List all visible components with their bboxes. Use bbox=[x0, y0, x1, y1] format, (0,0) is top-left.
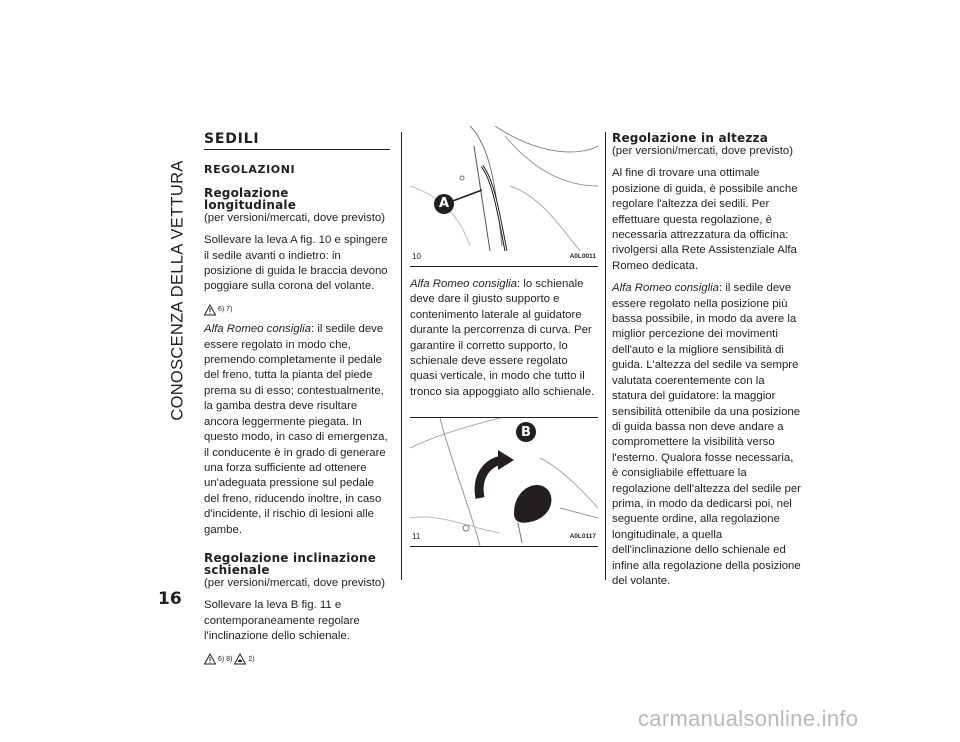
section-note: (per versioni/mercati, dove previsto) bbox=[612, 145, 794, 157]
section-side-title bbox=[158, 140, 198, 440]
figure-11 bbox=[410, 418, 598, 547]
figure-number: 11 bbox=[412, 531, 421, 541]
paragraph: Alfa Romeo consiglia: il sedile deve essere regolato nella posizione più bassa possibile, in modo da avere la miglior percezione dei movimenti dell'auto e la migliore sensibilità di guida. L'altezza del sedile va sempre valutata coerentemente con la statura del guidatore: la maggior sensibilità ottenibile da una posizione di guida bassa non deve andare a compromettere la visibilità verso l'esterno. Qualora fosse necessaria, è consigliabile effettuare la regolazione dell'altezza del sedile per prima, in modo da dedicarsi poi, nel seguente ordine, alla regolazione longitudinale, a quella dell'inclinazione dello schienale ed infine alla regolazione della posizione del volante. bbox=[612, 282, 801, 587]
paragraph: Sollevare la leva B fig. 11 e contemporaneamente regolare l'inclinazione dello schienale. bbox=[204, 599, 360, 643]
subheading: REGOLAZIONI bbox=[204, 163, 296, 177]
section-note: (per versioni/mercati, dove previsto) bbox=[204, 211, 386, 224]
figure-number: 10 bbox=[412, 251, 421, 261]
watermark: carmanualsonline.info bbox=[638, 706, 859, 731]
warning-ref: 6) 8) 2) bbox=[204, 652, 392, 667]
figure-10 bbox=[410, 126, 598, 267]
chapter-heading: SEDILI bbox=[204, 132, 390, 150]
seat-lever-b-illustration bbox=[410, 418, 598, 546]
section-title-height: Regolazione in altezza bbox=[612, 131, 769, 145]
paragraph: Alfa Romeo consiglia: lo schienale deve dare il giusto supporto e contenimento laterale al guidatore durante la percorrenza di curva. Per garantire il corretto supporto, lo schienale deve essere regolato quasi verticale, in modo che tutto il tronco sia appoggiato allo schienale. bbox=[410, 278, 595, 398]
paragraph: Alfa Romeo consiglia: il sedile deve essere regolato in modo che, premendo completamente il pedale del freno, tutta la pianta del piede prema su di esso; contestualmente, la gamba destra deve risultare ancora leggermente piegata. In questo modo, in caso di emergenza, il conducente è in grado di generare una forza sufficiente ad ottenere un'adeguata pressione sul pedale del freno, riducendo inoltre, in caso d'incidente, il rischio di lesioni alle gambe. bbox=[204, 323, 388, 536]
section-title-longitudinal: Regolazione longitudinale bbox=[204, 185, 297, 212]
environment-icon bbox=[234, 653, 246, 665]
column-3 bbox=[612, 128, 802, 596]
callout-b: B bbox=[516, 422, 536, 442]
column-1 bbox=[204, 126, 392, 672]
column-divider bbox=[401, 132, 402, 580]
column-2 bbox=[410, 126, 598, 547]
section-note: (per versioni/mercati, dove previsto) bbox=[204, 576, 386, 589]
figure-code: A0L0117 bbox=[569, 532, 596, 540]
side-title-text: CONOSCENZA DELLA VETTURA bbox=[168, 159, 187, 421]
section-title-backrest: Regolazione inclinazione schienale bbox=[204, 550, 377, 577]
callout-a: A bbox=[434, 194, 454, 214]
figure-code: A0L0011 bbox=[569, 252, 596, 260]
column-divider bbox=[605, 132, 606, 580]
warning-ref: 6) 7) bbox=[204, 302, 392, 317]
warning-triangle-icon bbox=[204, 304, 216, 316]
paragraph: Al fine di trovare una ottimale posizione di guida, è possibile anche regolare l'altezza dei sedili. Per effettuare questa regolazione, è necessaria attrezzatura da officina: rivolgersi alla Rete Assistenziale Alfa Romeo dedicata. bbox=[612, 167, 798, 272]
page-number: 16 bbox=[158, 589, 182, 609]
warning-triangle-icon bbox=[204, 653, 216, 665]
paragraph: Sollevare la leva A fig. 10 e spingere il sedile avanti o indietro: in posizione di guida le braccia devono poggiare sulla corona del volante. bbox=[204, 234, 388, 293]
